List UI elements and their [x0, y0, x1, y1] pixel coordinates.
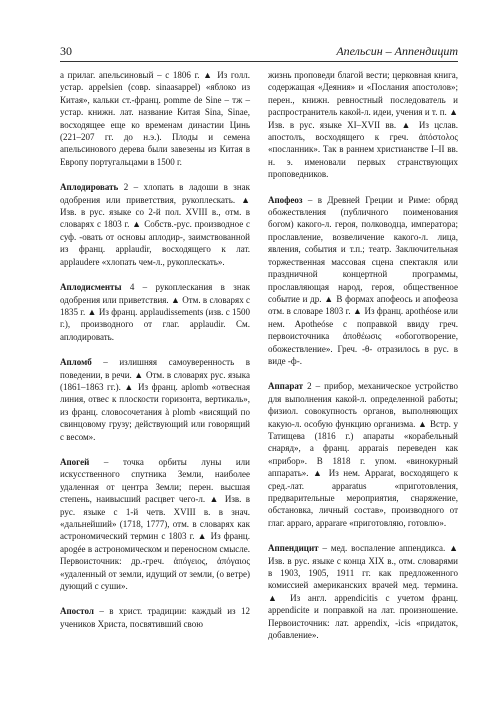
left-column: [60, 69, 250, 630]
dictionary-entry: [268, 380, 458, 529]
entry-headword: Апогей: [60, 456, 90, 467]
dictionary-entry: [60, 356, 250, 443]
dictionary-entry: [60, 456, 250, 592]
entry-headword: Аплодировать: [60, 182, 119, 193]
entry-text: – мед. воспаление аппендикса. ▲ Изв. в рус. языке с конца XIX в., отм. словарями в 1903, 1905, 1911 гг. как предложенного комиссией американских врачей мед. термина. ▲ Из англ. appendicitis с учетом франц. appendicite и поправкой на лат. произношение. Первоисточник: лат. appendix, -icis «придаток, добавление».: [268, 543, 458, 641]
page-number: 30: [60, 44, 72, 58]
entry-text: – в Древней Греции и Риме: обряд обожествления (публичного поименования богом) какого-л. героя, полководца, императора; прославление, возвеличение какого-л. лица, явления, события и т.п.; театр. Заключительная торжественная массовая сцена спектакля или праздничной концертной программы, прославляющая народ, героя, общественное событие и др. ▲ В формах апофеось и апофеоза отм. в словаре 1803 г. ▲ Из франц. apothéose или нем. Apotheóse с поправкой ввиду греч. первоисточника ἀποθέωσις «обоготворение, обожествление». Греч. -θ- отразилось в рус. в виде -ф-.: [268, 194, 458, 366]
entry-text: жизнь проповеди благой вести; церковная книга, содержащая «Деяния» и «Послания апостолов»; перен., книжн. ревностный последователь и распространитель какой-л. идеи, учения и т. п. ▲ Изв. в рус. языке XI–XVII вв. ▲ Из цслав. апостолъ, восходящего к греч. ἀπόστολος «посланник». Так в раннем христианстве I–II вв. н. э. именовали первых странствующих проповедников.: [268, 70, 458, 180]
dictionary-entry: [268, 194, 458, 368]
entry-headword: Аплодисменты: [60, 282, 122, 293]
entry-headword: Апостол: [60, 606, 94, 617]
entry-headword: Аппендицит: [268, 543, 319, 554]
dictionary-entry: [60, 69, 250, 168]
entry-headword: Апломб: [60, 357, 92, 368]
running-title: Апельсин – Аппендицит: [336, 44, 458, 58]
entry-text: а прилаг. апельсиновый – с 1806 г. ▲ Из голл. устар. appelsien (совр. sinaasappel) «яблоко из Китая», кальки ст.-франц. pomme de Sine – тж – устар. книжн. лат. название Китая Sina, Sinae, восходящее еще ко временам династии Цинь (221–207 гг. до н.э.). Плоды и семена апельсинового дерева были завезены из Китая в Европу португальцами в 1500 г.: [60, 70, 250, 167]
dictionary-entry: [60, 605, 250, 630]
entry-headword: Аппарат: [268, 381, 304, 392]
dictionary-entry: [60, 181, 250, 268]
entry-text: – точка орбиты луны или искусственного спутника Земли, наиболее удаленная от центра Земли; перен. высшая степень, наивысший расцвет чего-л. ▲ Изв. в рус. языке с 1-й четв. XVIII в. в знач. «дальнейший» (1718, 1777), отм. в словарях как астрономический термин с 1803 г. ▲ Из франц. apogée в астрономическом и переносном смысле. Первоисточник: др.-греч. ἀπόγειος, ἀπόγαιος «удаленный от земли, идущий от земли, (о ветре) дующий с суши».: [60, 456, 250, 592]
right-column: [268, 69, 458, 641]
entry-headword: Апофеоз: [268, 194, 303, 205]
entry-text: 2 – хлопать в ладоши в знак одобрения или приветствия, рукоплескать. ▲ Изв. в рус. языке со 2-й пол. XVIII в., отм. в словарях с 1803 г. ▲ Собств.-рус. производное с суф. -овать от основы аплодир-, заимствованной из франц. applaudir, восходящего к лат. applaudere «хлопать чем-л., рукоплескать».: [60, 182, 250, 267]
entry-text: – излишняя самоуверенность в поведении, в речи. ▲ Отм. в словарях рус. языка (1861–1863 гг.). ▲ Из франц. aplomb «отвесная линия, отвес к плоскости горизонта, вертикаль», из франц. словосочетания à plomb «висящий по свинцовому грузу; действующий или говорящий с весом».: [60, 357, 250, 442]
dictionary-entry: [268, 542, 458, 641]
entry-text: – в христ. традиции: каждый из 12 учеников Христа, посвятивший свою: [60, 606, 250, 629]
entry-text: 2 – прибор, механическое устройство для выполнения какой-л. определенной работы; физиол. совокупность органов, выполняющих какую-л. особую функцию организма. ▲ Встр. у Татищева (1816 г.) апараты «корабельный снаряд», а франц. apparais переведен как «прибор». В 1818 г. упом. «винокурный аппарать». ▲ Из нем. Apparat, восходящего к сред.-лат. apparatus «приготовления, предварительные мероприятия, снаряжение, обстановка, личный состав», производного от глаг. apparo, apparare «приготовляю, готовлю».: [268, 381, 458, 528]
page-header: [60, 44, 458, 60]
header-rule: [60, 61, 458, 62]
dictionary-entry: [268, 69, 458, 181]
dictionary-entry: [60, 281, 250, 343]
entry-text: 4 – рукоплескания в знак одобрения или приветствия. ▲ Отм. в словарях с 1835 г. ▲ Из франц. applaudissements (изв. с 1500 г.), производного от глаг. applaudir. См. аплодировать.: [60, 282, 250, 342]
